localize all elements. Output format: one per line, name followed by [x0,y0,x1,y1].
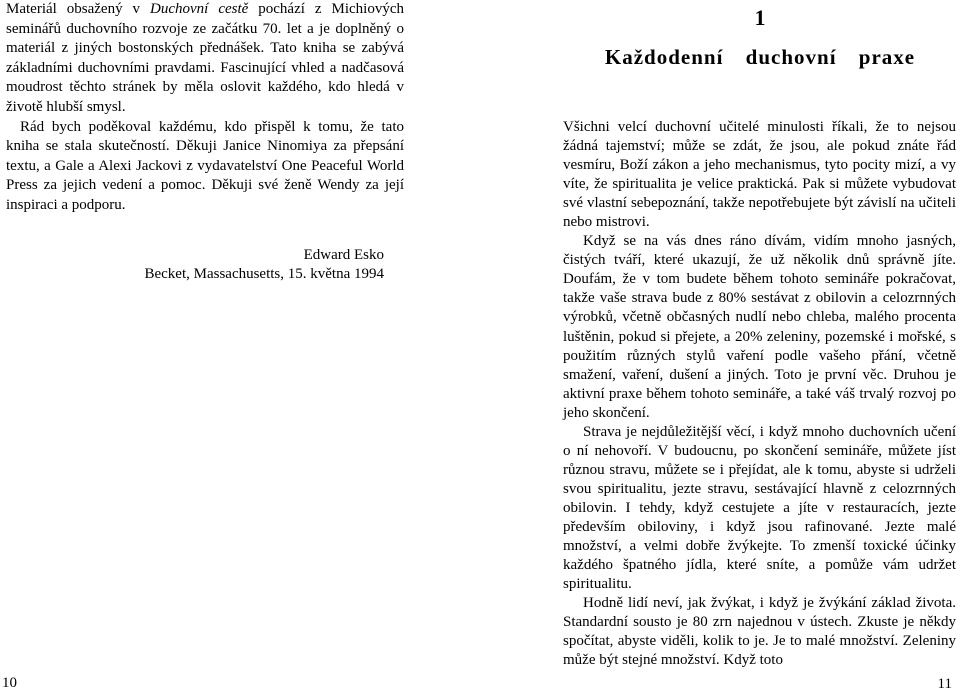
body-paragraph: Hodně lidí neví, jak žvýkat, i když je žvýkání základ života. Standardní sousto je 80 zrn najednou v ústech. Zkuste je někdy spočítat, abyste viděli, kolik to je. Je to malé množství. Zeleniny může být stejné množství. Když toto [563,595,956,669]
body-paragraph: Strava je nejdůležitější věcí, i když mnoho duchovních učení o ní nehovoří. V budoucnu, po skončení semináře, můžete jíst různou stravu, můžete se i přejídat, ale k tomu, abyste si udrželi svou spiritualitu, jezte stravu, sestávající hlavně z celozrnných obilovin. I tehdy, když cestujete a jíte v restauracích, jezte především obiloviny, i když jsou rafinované. Jezte malé množství, a velmi dobře žvýkejte. To zmenší toxické účinky každého špatného jídla, které sníte, a pomůže vám udržet spiritualitu. [563,423,956,593]
chapter-title: Každodenní duchovní praxe [604,45,916,69]
signature-name: Edward Esko [303,247,384,263]
body-paragraph: Když se na vás dnes ráno dívám, vidím mnoho jasných, čistých tváří, které ukazují, že už několik dnů správně jíte. Doufám, že v tom budete během tohoto semináře pokračovat, takže vaše strava bude z 80% sestávat z obilovin a celozrnných výrobků, včetně občasných nudlí nebo chleba, malého procenta luštěnin, pokud si přejete, a 20% zeleniny, pozemské i mořské, s použitím různých stylů vaření podle vašeho přání, včetně smažení, vaření, dušení a jiných. Toto je první věc. Druhou je aktivní praxe během tohoto semináře, a také váš trvalý rozvoj po jeho skončení. [563,233,956,421]
chapter-body [563,118,956,670]
page-number-left: 10 [2,675,17,691]
book-title: Duchovní cestě [150,1,249,17]
thanks-paragraph: Rád bych poděkoval každému, kdo přispěl k tomu, že tato kniha se stala skutečností. Děkuji Janice Ninomiya za přepsání textu, a Gale a Alexi Jackovi z vydavatelství One Peaceful World Press za jejich vedení a pomoc. Děkuji své ženě Wendy za její inspiraci a podporu. [6,118,404,213]
chapter-number: 1 [754,5,766,30]
intro-part-1: Materiál obsažený v [6,1,151,17]
body-paragraph: Všichni velcí duchovní učitelé minulosti říkali, že to nejsou žádná tajemství; může se zdát, že jsou, ale pokud znáte řád vesmíru, Boží zákon a jeho mechanismus, tyto pocity mizí, a vy víte, že spiritualita je velice praktická. Pak si můžete vybudovat své vlastní sebepoznání, takže nepotřebujete být závislí na učiteli nebo mistrovi. [563,119,956,231]
signature-place-date: Becket, Massachusetts, 15. května 1994 [144,266,384,282]
intro-part-2: pochází z Michiových seminářů duchovního rozvoje ze začátku 70. let a je doplněný o materiál z jiných bostonských přednášek. Tato kniha se zabývá základními duchovními pravdami. Fascinující vhled a nadčasová moudrost těchto stránek by měla oslovit každého, kdo hledá v životě hlubší smysl. [6,1,404,115]
page-number-right: 11 [937,676,952,692]
right-page [480,0,960,693]
intro-paragraph [6,0,404,118]
left-page [0,0,470,693]
acknowledgements-text [6,0,404,216]
